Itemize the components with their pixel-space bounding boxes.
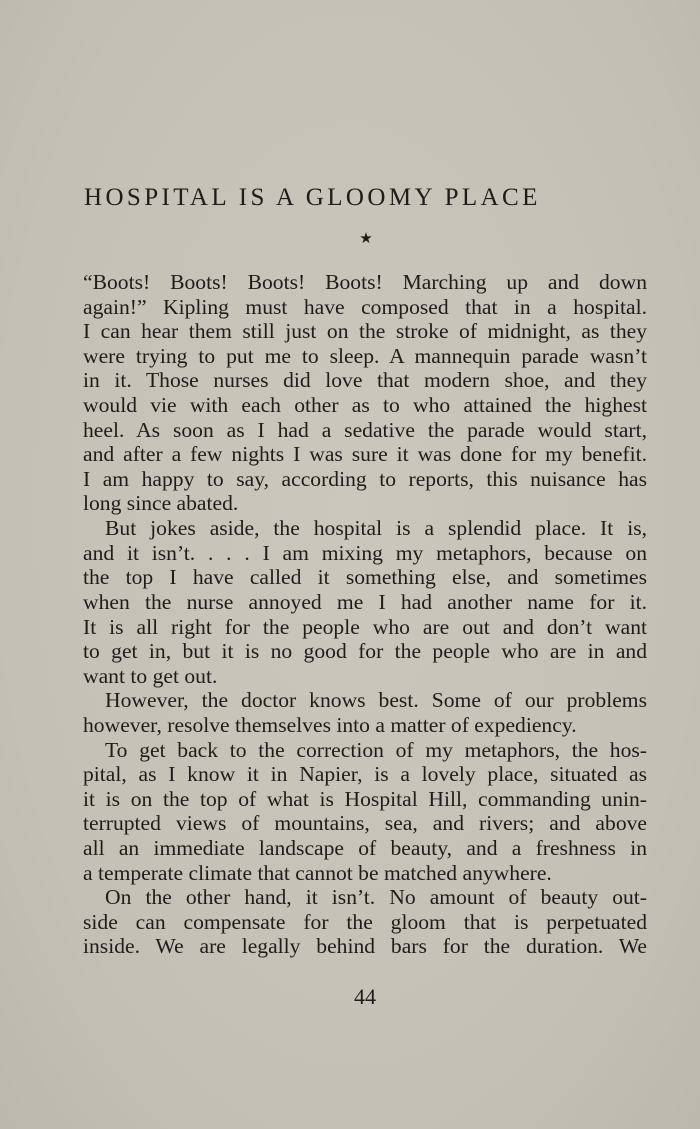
text-line: side can compensate for the gloom that is perpetuated: [83, 909, 647, 934]
body-text: [83, 270, 647, 959]
text-line: But jokes aside, the hospital is a splendid place. It is,: [105, 516, 647, 541]
star-ornament-icon: ★: [359, 229, 373, 247]
text-line: I can hear them still just on the stroke of midnight, as they: [83, 319, 647, 344]
text-line: in it. Those nurses did love that modern shoe, and they: [83, 368, 647, 393]
text-line: pital, as I know it in Napier, is a lovely place, situated as: [83, 762, 647, 787]
text-line: all an immediate landscape of beauty, and a freshness in: [83, 836, 647, 861]
text-line: however, resolve themselves into a matter of expediency.: [83, 712, 577, 737]
text-line: were trying to put me to sleep. A mannequin parade wasn’t: [83, 343, 647, 368]
text-line: On the other hand, it isn’t. No amount of beauty out-: [105, 885, 647, 910]
text-line: to get in, but it is no good for the people who are in and: [83, 639, 647, 664]
text-line: terrupted views of mountains, sea, and rivers; and above: [83, 811, 647, 836]
text-line: want to get out.: [83, 663, 218, 688]
text-line: However, the doctor knows best. Some of our problems: [105, 688, 647, 713]
text-line: long since abated.: [83, 491, 239, 516]
text-line: a temperate climate that cannot be matched anywhere.: [83, 860, 552, 885]
page-number: 44: [354, 984, 376, 1009]
text-line: To get back to the correction of my metaphors, the hos-: [105, 737, 647, 762]
text-line: the top I have called it something else, and sometimes: [83, 565, 647, 590]
text-line: heel. As soon as I had a sedative the parade would start,: [83, 417, 647, 442]
text-line: it is on the top of what is Hospital Hill, commanding unin-: [83, 786, 647, 811]
text-line: “Boots! Boots! Boots! Boots! Marching up and down: [83, 270, 647, 294]
text-line: I am happy to say, according to reports, this nuisance has: [83, 466, 647, 491]
text-line: and it isn’t. . . . I am mixing my metaphors, because on: [83, 540, 647, 565]
text-line: would vie with each other as to who attained the highest: [83, 393, 647, 418]
chapter-title: HOSPITAL IS A GLOOMY PLACE: [84, 184, 541, 211]
text-line: when the nurse annoyed me I had another name for it.: [83, 589, 647, 614]
text-line: and after a few nights I was sure it was done for my benefit.: [83, 442, 647, 467]
text-line: inside. We are legally behind bars for the duration. We: [83, 934, 647, 959]
text-line: It is all right for the people who are out and don’t want: [83, 614, 647, 639]
text-line: again!” Kipling must have composed that in a hospital.: [83, 294, 647, 319]
